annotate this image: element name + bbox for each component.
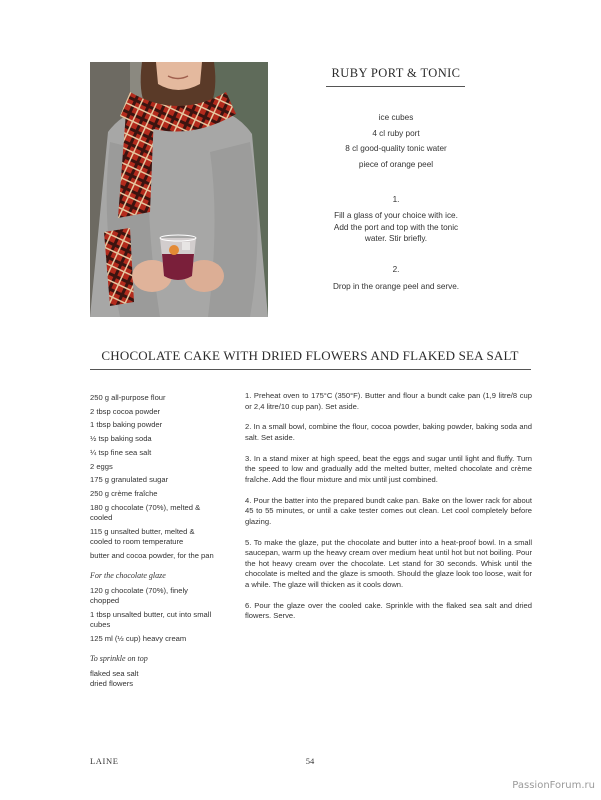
drink-photo: [90, 62, 268, 317]
cake-title-rule: [90, 369, 531, 370]
cake-step: 1. Preheat oven to 175°C (350°F). Butter and flour a bundt cake pan (1,9 litre/8 cup or 2,4 litre/10 cup pan). Set aside.: [245, 391, 532, 411]
cake-ingredient: 2 tbsp cocoa powder: [90, 406, 161, 416]
cake-step: 6. Pour the glaze over the cooled cake. Sprinkle with the flaked sea salt and dried flowers. Serve.: [245, 600, 532, 621]
glaze-ingredient: 1 tbsp unsalted butter, cut into small cubes: [90, 609, 212, 630]
drink-ingredient: piece of orange peel: [358, 159, 434, 169]
cake-ingredient: 180 g chocolate (70%), melted & cooled: [90, 502, 201, 523]
drink-ingredient: ice cubes: [378, 113, 414, 122]
glaze-ingredient: 125 ml (½ cup) heavy cream: [90, 633, 187, 643]
cake-step: 2. In a small bowl, combine the flour, cocoa powder, baking powder, baking soda and salt. Set aside.: [245, 422, 532, 442]
drink-ingredient: 4 cl ruby port: [372, 128, 420, 138]
cake-step: 5. To make the glaze, put the chocolate and butter into a heat-proof bowl. In a small saucepan, warm up the heavy cream over medium heat until hot but not boiling. Pour the hot heavy cream over the chocolate. Let stand for 30 seconds. Whisk until the chocolate is melted and the glaze is smooth. Should the glaze look too loose, wait for a while. The glaze will thicken as it cools down.: [245, 537, 532, 590]
cake-method: [245, 391, 532, 632]
drink-step-text: Fill a glass of your choice with ice. Add the port and top with the tonic water. Stir briefly.: [333, 211, 459, 243]
cake-ingredient: ¼ tsp fine sea salt: [90, 447, 152, 457]
topping-heading: To sprinkle on top: [90, 654, 148, 664]
page-number: 54: [305, 756, 315, 766]
cake-ingredient: 175 g granulated sugar: [90, 475, 169, 485]
drink-step-number: 1.: [392, 195, 400, 204]
cake-ingredient: 1 tbsp baking powder: [90, 420, 163, 430]
cake-ingredient: ½ tsp baking soda: [90, 434, 152, 444]
cake-ingredients: [90, 393, 218, 690]
cake-ingredient: butter and cocoa powder, for the pan: [90, 550, 214, 560]
glaze-ingredient: 120 g chocolate (70%), finely chopped: [90, 585, 188, 606]
cake-ingredient: 115 g unsalted butter, melted & cooled to room temperature: [90, 526, 195, 547]
cake-ingredient: 250 g crème fraîche: [90, 488, 158, 498]
watermark: PassionForum.ru: [512, 780, 595, 791]
glaze-heading: For the chocolate glaze: [90, 571, 166, 581]
cake-step: 3. In a stand mixer at high speed, beat the eggs and sugar until light and fluffy. Turn the speed to low and gradually add the melted butter, melted chocolate and crème fraîche. Add the flour mixture and mix until just combined.: [245, 453, 532, 484]
cake-title: CHOCOLATE CAKE WITH DRIED FLOWERS AND FLAKED SEA SALT: [101, 348, 519, 363]
topping-ingredient: dried flowers: [90, 679, 134, 689]
topping-ingredient: flaked sea salt: [90, 668, 139, 678]
book-name: LAINE: [90, 756, 119, 766]
cake-step: 4. Pour the batter into the prepared bundt cake pan. Bake on the lower rack for about 45 to 55 minutes, or until a cake tester comes out clean. Let cool completely before glazing.: [245, 495, 532, 526]
drink-ingredient: 8 cl good-quality tonic water: [345, 144, 447, 153]
cake-ingredient: 250 g all-purpose flour: [90, 393, 166, 402]
drink-step-text: Drop in the orange peel and serve.: [332, 282, 460, 291]
drink-title: RUBY PORT & TONIC: [331, 66, 461, 80]
drink-step-number: 2.: [392, 265, 400, 274]
cake-ingredient: 2 eggs: [90, 461, 113, 471]
drink-ingredients: [306, 110, 486, 172]
drink-title-rule: [326, 86, 465, 87]
